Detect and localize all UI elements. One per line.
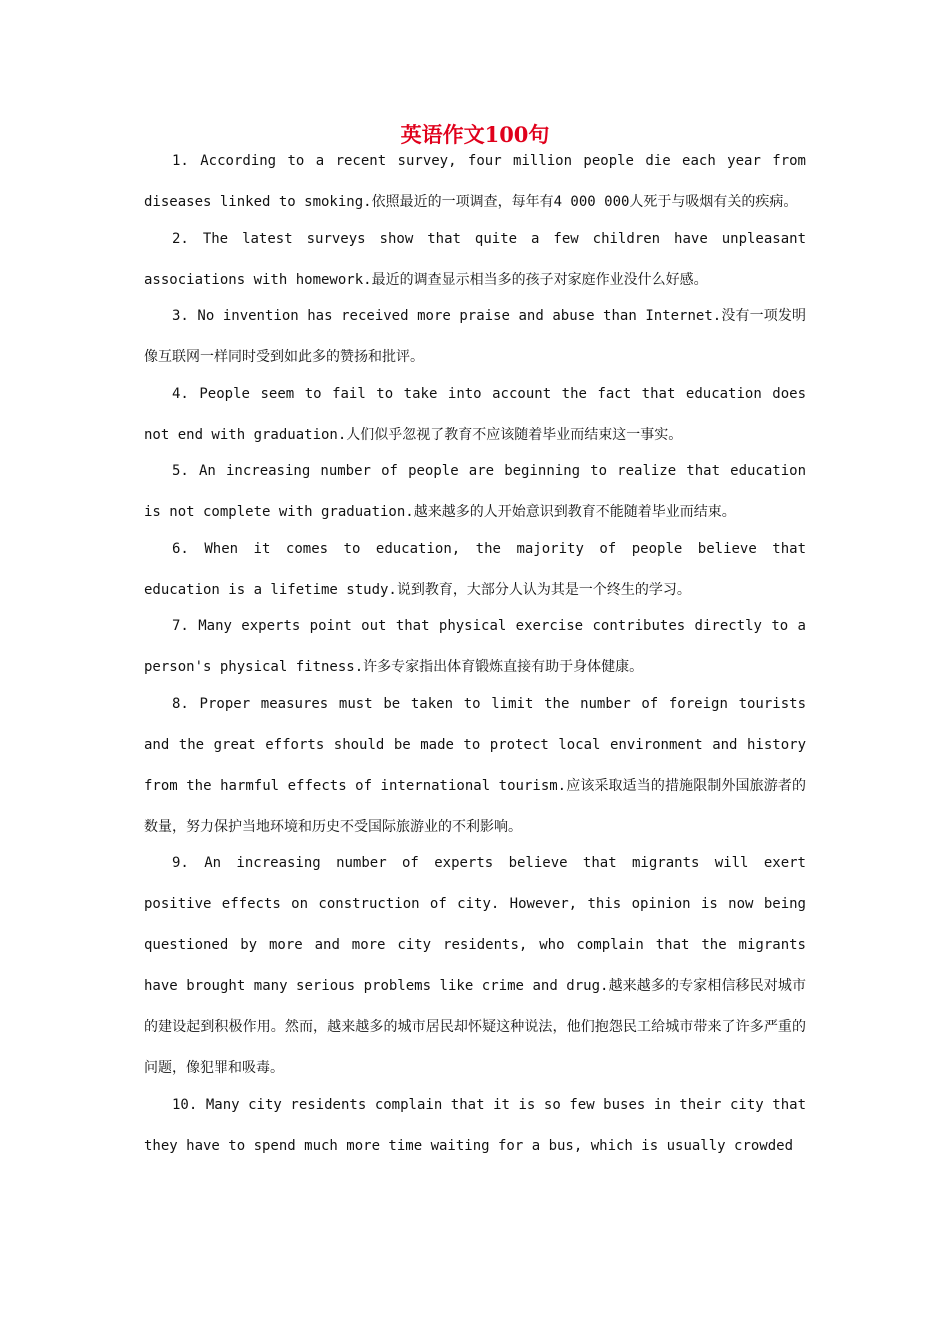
paragraph-4: 4. People seem to fail to take into account the fact that education does not end with graduation.人们似乎忽视了教育不应该随着毕业而结束这一事实。: [144, 385, 806, 443]
paragraph-2: 2. The latest surveys show that quite a few children have unpleasant associations with homework.最近的调查显示相当多的孩子对家庭作业没什么好感。: [144, 230, 806, 288]
paragraph-7: 7. Many experts point out that physical exercise contributes directly to a person's physical fitness.许多专家指出体育锻炼直接有助于身体健康。: [144, 618, 806, 675]
paragraph-3: 3. No invention has received more praise and abuse than Internet.没有一项发明像互联网一样同时受到如此多的赞扬和批评。: [144, 308, 806, 365]
paragraph-5: 5. An increasing number of people are beginning to realize that education is not complete with graduation.越来越多的人开始意识到教育不能随着毕业而结束。: [144, 463, 806, 520]
paragraph-6: 6. When it comes to education, the majority of people believe that education is a lifetime study.说到教育，大部分人认为其是一个终生的学习。: [144, 540, 806, 598]
paragraph-8: 8. Proper measures must be taken to limit the number of foreign tourists and the great efforts should be made to protect local environment and history from the harmful effects of international tourism.应该采取适当的措施限制外国旅游者的数量，努力保护当地环境和历史不受国际旅游业的不利影响。: [144, 695, 806, 835]
document-title: 英语作文100句: [400, 122, 550, 147]
paragraph-10: 10. Many city residents complain that it is so few buses in their city that they have to spend much more time waiting for a bus, which is usually crowded: [144, 1096, 806, 1154]
paragraph-9: 9. An increasing number of experts believe that migrants will exert positive effects on construction of city. However, this opinion is now being questioned by more and more city residents, who complain that the migrants have brought many serious problems like crime and drug.越来越多的专家相信移民对城市的建设起到积极作用。然而，越来越多的城市居民却怀疑这种说法，他们抱怨民工给城市带来了许多严重的问题，像犯罪和吸毒。: [144, 855, 806, 1076]
paragraph-1: 1. According to a recent survey, four million people die each year from diseases linked to smoking.依照最近的一项调查，每年有4 000 000人死于与吸烟有关的疾病。: [144, 153, 806, 210]
document-body: [144, 141, 806, 1162]
